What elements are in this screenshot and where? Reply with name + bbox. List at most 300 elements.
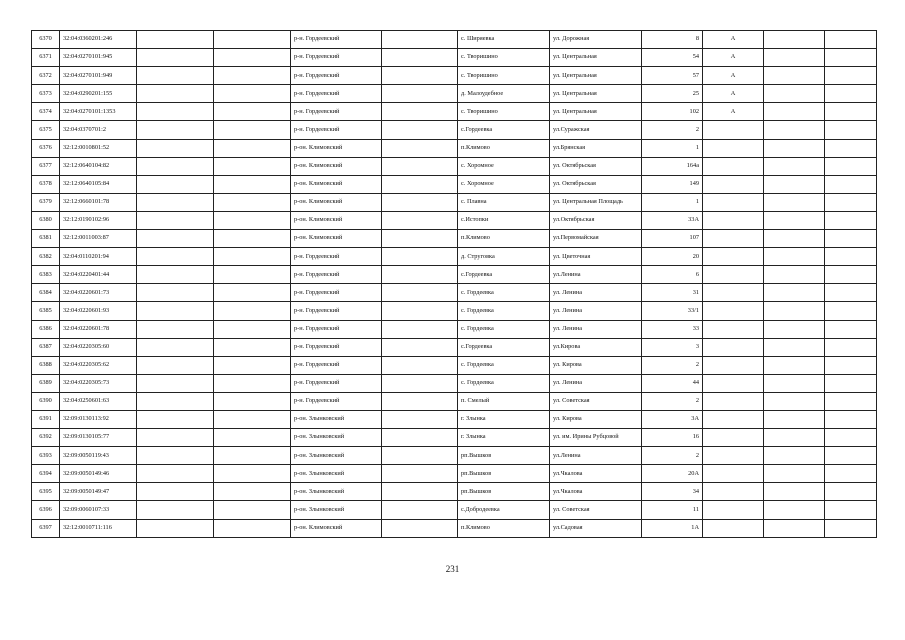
cadastral-number-cell: 32:12:0190102:96	[60, 211, 137, 229]
empty-cell	[382, 429, 458, 447]
house-number-cell: 33А	[642, 211, 703, 229]
empty-cell	[825, 302, 877, 320]
street-cell: ул. им. Ирины Рубцовой	[550, 429, 642, 447]
locality-cell: с. Творишино	[458, 49, 550, 67]
category-cell	[703, 284, 764, 302]
table-row	[32, 465, 877, 483]
empty-cell	[137, 31, 214, 49]
empty-cell	[825, 356, 877, 374]
street-cell: ул. Кирова	[550, 410, 642, 428]
empty-cell	[214, 356, 291, 374]
empty-cell	[214, 501, 291, 519]
empty-cell	[382, 410, 458, 428]
category-cell	[703, 121, 764, 139]
empty-cell	[382, 501, 458, 519]
row-number-cell: 6371	[32, 49, 60, 67]
empty-cell	[137, 338, 214, 356]
table-row	[32, 31, 877, 49]
empty-cell	[214, 31, 291, 49]
street-cell: ул. Центральная	[550, 49, 642, 67]
empty-cell	[382, 374, 458, 392]
cadastral-number-cell: 32:04:0290201:155	[60, 85, 137, 103]
table-body	[32, 31, 877, 538]
locality-cell: с. Гордеевка	[458, 356, 550, 374]
empty-cell	[214, 410, 291, 428]
category-cell	[703, 465, 764, 483]
row-number-cell: 6389	[32, 374, 60, 392]
empty-cell	[825, 211, 877, 229]
empty-cell	[214, 392, 291, 410]
empty-cell	[764, 356, 825, 374]
cadastral-number-cell: 32:04:0110201:94	[60, 248, 137, 266]
empty-cell	[764, 49, 825, 67]
empty-cell	[382, 230, 458, 248]
empty-cell	[825, 157, 877, 175]
district-cell: р-н. Гордеевский	[291, 266, 382, 284]
district-cell: р-он. Злынковский	[291, 429, 382, 447]
street-cell: ул. Ленина	[550, 374, 642, 392]
empty-cell	[214, 175, 291, 193]
district-cell: р-он. Климовский	[291, 175, 382, 193]
empty-cell	[137, 230, 214, 248]
district-cell: р-он. Злынковский	[291, 465, 382, 483]
empty-cell	[764, 103, 825, 121]
empty-cell	[764, 374, 825, 392]
locality-cell: с. Гордеевка	[458, 320, 550, 338]
category-cell	[703, 429, 764, 447]
house-number-cell: 16	[642, 429, 703, 447]
category-cell	[703, 193, 764, 211]
empty-cell	[214, 121, 291, 139]
empty-cell	[137, 374, 214, 392]
empty-cell	[214, 211, 291, 229]
empty-cell	[382, 31, 458, 49]
house-number-cell: 25	[642, 85, 703, 103]
district-cell: р-н. Гордеевский	[291, 392, 382, 410]
row-number-cell: 6384	[32, 284, 60, 302]
locality-cell: п. Смелый	[458, 392, 550, 410]
street-cell: ул. Октябрьская	[550, 157, 642, 175]
category-cell	[703, 501, 764, 519]
empty-cell	[214, 157, 291, 175]
empty-cell	[825, 121, 877, 139]
street-cell: ул. Центральная	[550, 67, 642, 85]
empty-cell	[764, 193, 825, 211]
empty-cell	[214, 49, 291, 67]
table-row	[32, 410, 877, 428]
table-row	[32, 302, 877, 320]
empty-cell	[137, 193, 214, 211]
empty-cell	[825, 465, 877, 483]
cadastral-number-cell: 32:12:0010801:52	[60, 139, 137, 157]
district-cell: р-н. Гордеевский	[291, 338, 382, 356]
category-cell	[703, 483, 764, 501]
empty-cell	[382, 356, 458, 374]
locality-cell: с. Творишино	[458, 67, 550, 85]
category-cell: А	[703, 31, 764, 49]
row-number-cell: 6377	[32, 157, 60, 175]
cadastral-number-cell: 32:04:0220601:73	[60, 284, 137, 302]
house-number-cell: 11	[642, 501, 703, 519]
house-number-cell: 1	[642, 139, 703, 157]
empty-cell	[764, 447, 825, 465]
row-number-cell: 6373	[32, 85, 60, 103]
cadastral-number-cell: 32:09:0060107:33	[60, 501, 137, 519]
district-cell: р-он. Злынковский	[291, 447, 382, 465]
empty-cell	[214, 302, 291, 320]
cadastral-number-cell: 32:04:0220305:60	[60, 338, 137, 356]
row-number-cell: 6380	[32, 211, 60, 229]
empty-cell	[825, 248, 877, 266]
category-cell	[703, 519, 764, 537]
table-row	[32, 392, 877, 410]
empty-cell	[214, 230, 291, 248]
empty-cell	[382, 302, 458, 320]
table-row	[32, 447, 877, 465]
empty-cell	[214, 447, 291, 465]
empty-cell	[764, 266, 825, 284]
locality-cell: рп.Вышков	[458, 447, 550, 465]
category-cell	[703, 157, 764, 175]
empty-cell	[764, 410, 825, 428]
empty-cell	[764, 67, 825, 85]
category-cell	[703, 248, 764, 266]
empty-cell	[214, 483, 291, 501]
locality-cell: п.Климово	[458, 519, 550, 537]
locality-cell: с.Гордеевка	[458, 121, 550, 139]
empty-cell	[137, 320, 214, 338]
locality-cell: с. Творишино	[458, 103, 550, 121]
empty-cell	[382, 175, 458, 193]
empty-cell	[825, 410, 877, 428]
empty-cell	[214, 67, 291, 85]
category-cell	[703, 139, 764, 157]
empty-cell	[825, 67, 877, 85]
street-cell: ул. Центральная	[550, 85, 642, 103]
street-cell: ул.Суражская	[550, 121, 642, 139]
registry-table	[31, 30, 877, 538]
empty-cell	[825, 483, 877, 501]
table-row	[32, 67, 877, 85]
registry-sheet	[31, 30, 877, 538]
table-row	[32, 211, 877, 229]
empty-cell	[382, 320, 458, 338]
empty-cell	[825, 175, 877, 193]
district-cell: р-н. Гордеевский	[291, 85, 382, 103]
house-number-cell: 54	[642, 49, 703, 67]
street-cell: ул.Чкалова	[550, 483, 642, 501]
locality-cell: с. Плавна	[458, 193, 550, 211]
cadastral-number-cell: 32:09:0050149:46	[60, 465, 137, 483]
row-number-cell: 6382	[32, 248, 60, 266]
street-cell: ул.Брянская	[550, 139, 642, 157]
row-number-cell: 6395	[32, 483, 60, 501]
empty-cell	[382, 266, 458, 284]
empty-cell	[825, 49, 877, 67]
table-row	[32, 374, 877, 392]
house-number-cell: 20	[642, 248, 703, 266]
cadastral-number-cell: 32:04:0220601:93	[60, 302, 137, 320]
category-cell: А	[703, 85, 764, 103]
empty-cell	[137, 302, 214, 320]
empty-cell	[137, 392, 214, 410]
empty-cell	[382, 121, 458, 139]
table-row	[32, 248, 877, 266]
empty-cell	[764, 157, 825, 175]
row-number-cell: 6392	[32, 429, 60, 447]
locality-cell: с. Ширяевка	[458, 31, 550, 49]
row-number-cell: 6385	[32, 302, 60, 320]
empty-cell	[825, 447, 877, 465]
empty-cell	[214, 519, 291, 537]
row-number-cell: 6391	[32, 410, 60, 428]
district-cell: р-он. Климовский	[291, 139, 382, 157]
street-cell: ул.Октябрьская	[550, 211, 642, 229]
table-row	[32, 266, 877, 284]
street-cell: ул. Ленина	[550, 302, 642, 320]
empty-cell	[382, 103, 458, 121]
category-cell	[703, 211, 764, 229]
empty-cell	[764, 85, 825, 103]
row-number-cell: 6387	[32, 338, 60, 356]
empty-cell	[137, 465, 214, 483]
table-row	[32, 49, 877, 67]
empty-cell	[382, 284, 458, 302]
cadastral-number-cell: 32:12:0640105:84	[60, 175, 137, 193]
empty-cell	[214, 266, 291, 284]
empty-cell	[137, 175, 214, 193]
table-row	[32, 193, 877, 211]
cadastral-number-cell: 32:04:0360201:246	[60, 31, 137, 49]
locality-cell: с.Гордеевка	[458, 266, 550, 284]
empty-cell	[137, 157, 214, 175]
empty-cell	[137, 410, 214, 428]
empty-cell	[382, 483, 458, 501]
row-number-cell: 6375	[32, 121, 60, 139]
empty-cell	[764, 139, 825, 157]
empty-cell	[214, 320, 291, 338]
category-cell	[703, 266, 764, 284]
category-cell	[703, 175, 764, 193]
empty-cell	[764, 320, 825, 338]
street-cell: ул.Чкалова	[550, 465, 642, 483]
row-number-cell: 6374	[32, 103, 60, 121]
empty-cell	[214, 139, 291, 157]
table-row	[32, 356, 877, 374]
empty-cell	[382, 193, 458, 211]
street-cell: ул. Кирова	[550, 356, 642, 374]
empty-cell	[137, 429, 214, 447]
empty-cell	[137, 519, 214, 537]
row-number-cell: 6381	[32, 230, 60, 248]
table-row	[32, 85, 877, 103]
table-row	[32, 338, 877, 356]
category-cell	[703, 356, 764, 374]
row-number-cell: 6378	[32, 175, 60, 193]
empty-cell	[214, 284, 291, 302]
page-number: 231	[445, 564, 460, 574]
empty-cell	[764, 483, 825, 501]
category-cell	[703, 374, 764, 392]
table-row	[32, 139, 877, 157]
empty-cell	[825, 139, 877, 157]
empty-cell	[137, 139, 214, 157]
district-cell: р-н. Гордеевский	[291, 284, 382, 302]
district-cell: р-н. Гордеевский	[291, 49, 382, 67]
row-number-cell: 6372	[32, 67, 60, 85]
locality-cell: рп.Вышков	[458, 465, 550, 483]
locality-cell: рп.Вышков	[458, 483, 550, 501]
district-cell: р-н. Гордеевский	[291, 31, 382, 49]
category-cell	[703, 410, 764, 428]
district-cell: р-н. Гордеевский	[291, 67, 382, 85]
cadastral-number-cell: 32:04:0270101:945	[60, 49, 137, 67]
category-cell: А	[703, 103, 764, 121]
house-number-cell: 1А	[642, 519, 703, 537]
row-number-cell: 6397	[32, 519, 60, 537]
empty-cell	[382, 248, 458, 266]
table-row	[32, 103, 877, 121]
row-number-cell: 6388	[32, 356, 60, 374]
cadastral-number-cell: 32:04:0220305:73	[60, 374, 137, 392]
district-cell: р-н. Гордеевский	[291, 356, 382, 374]
row-number-cell: 6383	[32, 266, 60, 284]
empty-cell	[137, 447, 214, 465]
empty-cell	[214, 429, 291, 447]
street-cell: ул. Ленина	[550, 320, 642, 338]
row-number-cell: 6393	[32, 447, 60, 465]
locality-cell: п.Климово	[458, 230, 550, 248]
locality-cell: с. Гордеевка	[458, 302, 550, 320]
row-number-cell: 6396	[32, 501, 60, 519]
house-number-cell: 2	[642, 447, 703, 465]
empty-cell	[382, 338, 458, 356]
street-cell: ул. Советская	[550, 392, 642, 410]
district-cell: р-он. Климовский	[291, 519, 382, 537]
street-cell: ул.Садовая	[550, 519, 642, 537]
table-row	[32, 501, 877, 519]
street-cell: ул. Дорожная	[550, 31, 642, 49]
empty-cell	[825, 392, 877, 410]
empty-cell	[764, 248, 825, 266]
category-cell	[703, 392, 764, 410]
empty-cell	[764, 121, 825, 139]
house-number-cell: 1	[642, 193, 703, 211]
district-cell: р-он. Климовский	[291, 211, 382, 229]
empty-cell	[825, 429, 877, 447]
empty-cell	[764, 429, 825, 447]
table-row	[32, 157, 877, 175]
district-cell: р-н. Гордеевский	[291, 302, 382, 320]
street-cell: ул. Цветочная	[550, 248, 642, 266]
empty-cell	[764, 284, 825, 302]
street-cell: ул. Октябрьская	[550, 175, 642, 193]
street-cell: ул.Кирова	[550, 338, 642, 356]
street-cell: ул. Советская	[550, 501, 642, 519]
empty-cell	[214, 85, 291, 103]
empty-cell	[825, 501, 877, 519]
district-cell: р-н. Гордеевский	[291, 248, 382, 266]
row-number-cell: 6376	[32, 139, 60, 157]
table-row	[32, 121, 877, 139]
empty-cell	[764, 465, 825, 483]
empty-cell	[382, 157, 458, 175]
district-cell: р-он. Злынковский	[291, 483, 382, 501]
district-cell: р-он. Злынковский	[291, 501, 382, 519]
table-row	[32, 429, 877, 447]
cadastral-number-cell: 32:04:0220601:78	[60, 320, 137, 338]
empty-cell	[214, 193, 291, 211]
empty-cell	[825, 320, 877, 338]
house-number-cell: 149	[642, 175, 703, 193]
empty-cell	[825, 519, 877, 537]
cadastral-number-cell: 32:04:0270101:949	[60, 67, 137, 85]
empty-cell	[137, 49, 214, 67]
empty-cell	[214, 374, 291, 392]
table-row	[32, 230, 877, 248]
district-cell: р-он. Климовский	[291, 157, 382, 175]
empty-cell	[764, 230, 825, 248]
empty-cell	[764, 501, 825, 519]
empty-cell	[137, 103, 214, 121]
empty-cell	[382, 49, 458, 67]
empty-cell	[382, 447, 458, 465]
empty-cell	[382, 67, 458, 85]
table-row	[32, 519, 877, 537]
cadastral-number-cell: 32:04:0250601:63	[60, 392, 137, 410]
house-number-cell: 2	[642, 392, 703, 410]
house-number-cell: 33	[642, 320, 703, 338]
row-number-cell: 6386	[32, 320, 60, 338]
empty-cell	[764, 31, 825, 49]
cadastral-number-cell: 32:12:0010711:116	[60, 519, 137, 537]
empty-cell	[764, 338, 825, 356]
district-cell: р-н. Гордеевский	[291, 320, 382, 338]
district-cell: р-он. Климовский	[291, 193, 382, 211]
locality-cell: с. Гордеевка	[458, 374, 550, 392]
locality-cell: д. Струговка	[458, 248, 550, 266]
row-number-cell: 6394	[32, 465, 60, 483]
empty-cell	[382, 519, 458, 537]
empty-cell	[825, 193, 877, 211]
cadastral-number-cell: 32:04:0270101:1353	[60, 103, 137, 121]
house-number-cell: 2	[642, 121, 703, 139]
locality-cell: г. Злынка	[458, 429, 550, 447]
empty-cell	[137, 211, 214, 229]
empty-cell	[137, 85, 214, 103]
cadastral-number-cell: 32:12:0640104:82	[60, 157, 137, 175]
table-row	[32, 483, 877, 501]
empty-cell	[764, 302, 825, 320]
cadastral-number-cell: 32:04:0370701:2	[60, 121, 137, 139]
house-number-cell: 6	[642, 266, 703, 284]
locality-cell: с.Истопки	[458, 211, 550, 229]
empty-cell	[382, 211, 458, 229]
house-number-cell: 107	[642, 230, 703, 248]
empty-cell	[214, 103, 291, 121]
cadastral-number-cell: 32:12:0011003:87	[60, 230, 137, 248]
house-number-cell: 3	[642, 338, 703, 356]
district-cell: р-н. Гордеевский	[291, 121, 382, 139]
empty-cell	[137, 266, 214, 284]
empty-cell	[382, 139, 458, 157]
empty-cell	[214, 338, 291, 356]
street-cell: ул.Ленина	[550, 266, 642, 284]
empty-cell	[764, 392, 825, 410]
house-number-cell: 57	[642, 67, 703, 85]
cadastral-number-cell: 32:04:0220305:62	[60, 356, 137, 374]
house-number-cell: 44	[642, 374, 703, 392]
